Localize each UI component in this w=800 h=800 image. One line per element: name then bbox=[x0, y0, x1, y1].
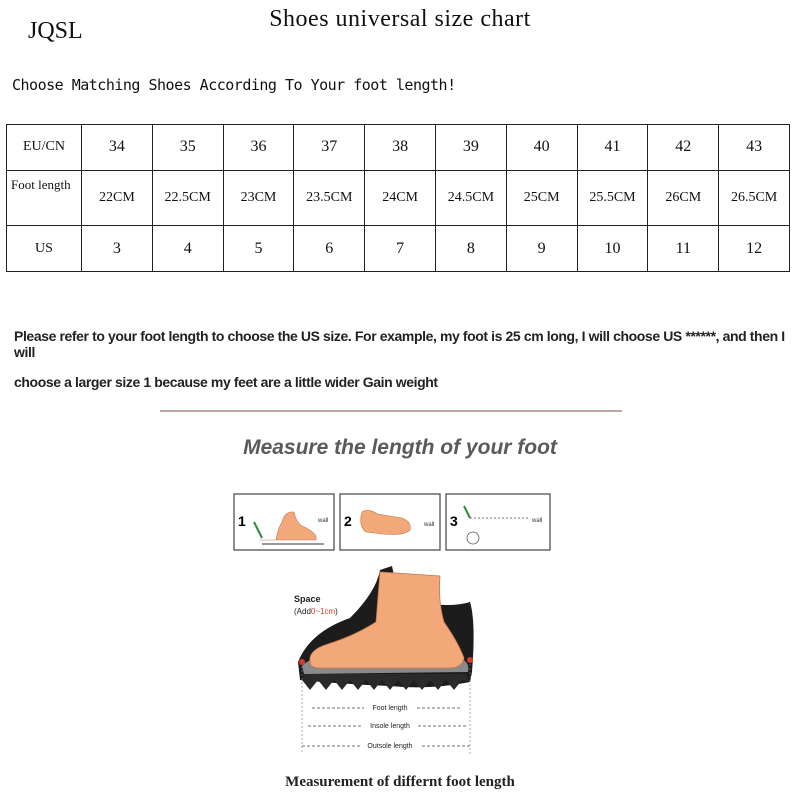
measuring-steps-illustration bbox=[232, 492, 552, 552]
table-row bbox=[7, 226, 790, 272]
step-2-panel bbox=[340, 494, 440, 550]
table-cell: 8 bbox=[435, 226, 506, 272]
page-title-text: Shoes universal size chart bbox=[269, 6, 531, 32]
step-number: 2 bbox=[344, 513, 352, 529]
table-cell: 4 bbox=[152, 226, 223, 272]
intro-text: Choose Matching Shoes According To Your foot length! bbox=[12, 76, 456, 94]
row-header: US bbox=[7, 226, 82, 272]
table-cell: 39 bbox=[435, 125, 506, 171]
table-cell: 40 bbox=[506, 125, 577, 171]
table-cell: 36 bbox=[223, 125, 294, 171]
table-cell: 34 bbox=[82, 125, 153, 171]
foot-measurement-diagram bbox=[280, 562, 510, 762]
table-cell: 35 bbox=[152, 125, 223, 171]
instruction-line-2: choose a larger size 1 because my feet are a little wider Gain weight bbox=[14, 374, 438, 390]
row-header: Foot length bbox=[7, 170, 82, 225]
outsole-length-label: Outsole length bbox=[367, 743, 413, 750]
table-cell: 41 bbox=[577, 125, 648, 171]
table-cell: 37 bbox=[294, 125, 365, 171]
size-table bbox=[6, 124, 790, 272]
space-add-prefix: (Add bbox=[294, 607, 311, 616]
wall-label: wall bbox=[532, 518, 543, 524]
table-cell: 24.5CM bbox=[435, 170, 506, 225]
diagram-caption: Measurement of differnt foot length bbox=[285, 774, 515, 790]
table-row bbox=[7, 170, 790, 225]
table-cell: 26.5CM bbox=[719, 170, 790, 225]
space-add-suffix: ) bbox=[335, 607, 338, 616]
instruction-line-1: Please refer to your foot length to choose the US size. For example, my foot is 25 cm long, I will choose US ******, and then I will bbox=[14, 328, 785, 360]
table-cell: 25CM bbox=[506, 170, 577, 225]
wall-label: wall bbox=[318, 518, 329, 524]
foot-illustration bbox=[310, 572, 464, 668]
space-add-range: 0~1cm bbox=[310, 607, 336, 616]
table-cell: 7 bbox=[365, 226, 436, 272]
table-cell: 25.5CM bbox=[577, 170, 648, 225]
table-cell: 11 bbox=[648, 226, 719, 272]
table-cell: 23CM bbox=[223, 170, 294, 225]
table-cell: 22CM bbox=[82, 170, 153, 225]
table-cell: 10 bbox=[577, 226, 648, 272]
page-title bbox=[0, 6, 800, 33]
foot-length-label: Foot length bbox=[372, 705, 408, 712]
table-cell: 23.5CM bbox=[294, 170, 365, 225]
foot-length-arrow bbox=[312, 702, 460, 713]
space-label: Space bbox=[294, 594, 321, 604]
table-cell: 6 bbox=[294, 226, 365, 272]
divider bbox=[160, 410, 622, 412]
row-header: EU/CN bbox=[7, 125, 82, 171]
table-cell: 43 bbox=[719, 125, 790, 171]
table-cell: 9 bbox=[506, 226, 577, 272]
step-3-panel bbox=[446, 494, 550, 550]
step-number: 3 bbox=[450, 513, 458, 529]
insole-length-label: Insole length bbox=[370, 723, 410, 730]
table-cell: 38 bbox=[365, 125, 436, 171]
table-cell: 12 bbox=[719, 226, 790, 272]
table-cell: 22.5CM bbox=[152, 170, 223, 225]
measure-heading: Measure the length of your foot bbox=[243, 436, 557, 459]
marker-dot bbox=[467, 657, 473, 663]
brand-name: JQSL bbox=[28, 18, 83, 44]
wall-label: wall bbox=[424, 522, 435, 528]
table-cell: 5 bbox=[223, 226, 294, 272]
step-1-panel bbox=[234, 494, 334, 550]
table-row bbox=[7, 125, 790, 171]
table-cell: 42 bbox=[648, 125, 719, 171]
table-cell: 3 bbox=[82, 226, 153, 272]
insole-length-arrow bbox=[308, 720, 466, 731]
step-number: 1 bbox=[238, 513, 246, 529]
marker-dot bbox=[299, 659, 305, 665]
table-cell: 26CM bbox=[648, 170, 719, 225]
table-cell: 24CM bbox=[365, 170, 436, 225]
space-add-label bbox=[294, 607, 338, 616]
outsole-length-arrow bbox=[302, 740, 470, 751]
